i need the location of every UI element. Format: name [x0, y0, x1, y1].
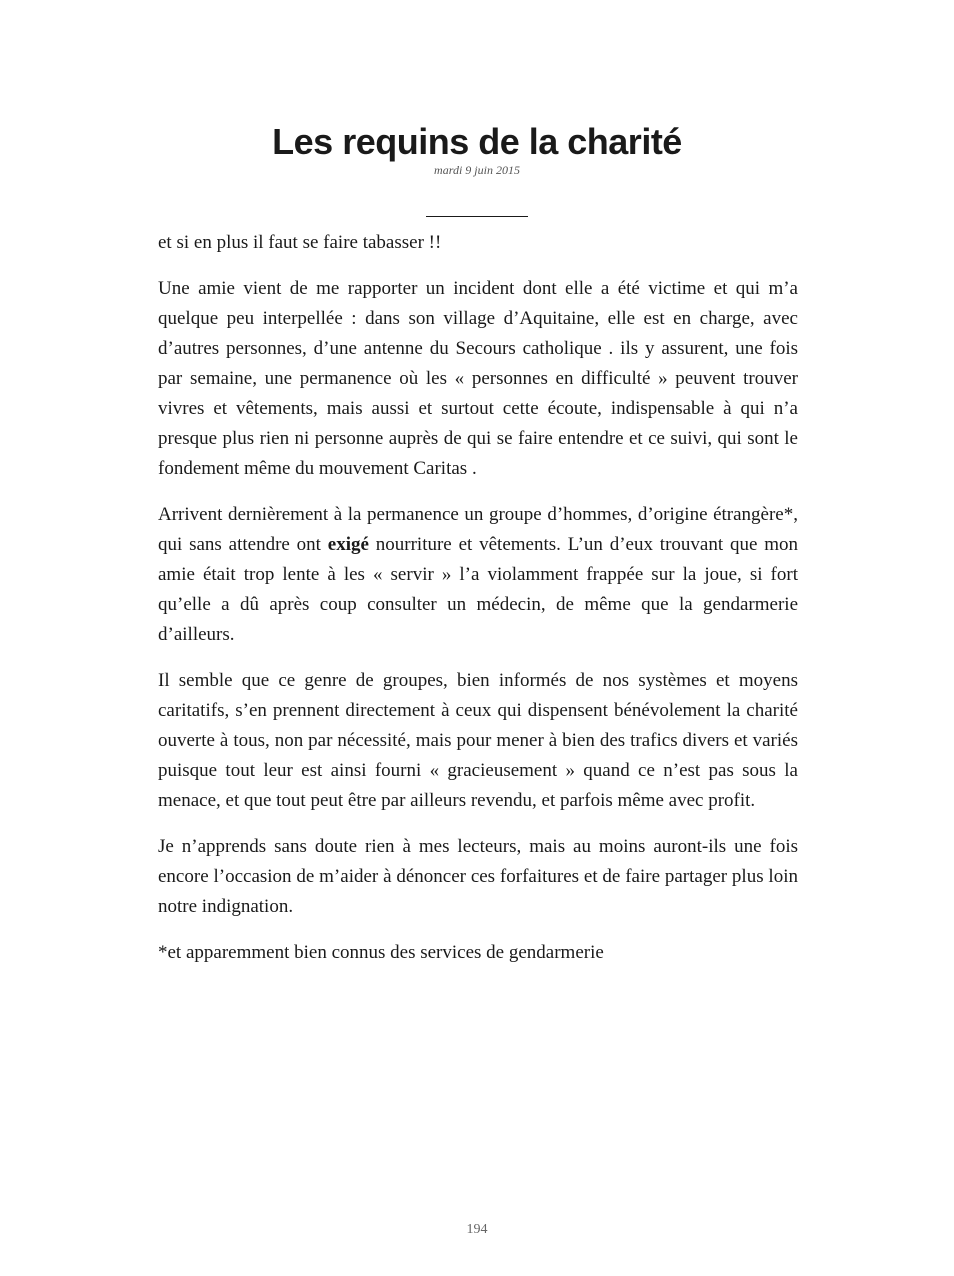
paragraph-intro: et si en plus il faut se faire tabasser !!	[158, 232, 442, 253]
paragraph-attack	[158, 500, 798, 650]
attack-text-start: Arrivent dernièrement à la permanence un groupe d’hommes, d’origine étrangère*, qui sans attendre ont	[158, 504, 798, 555]
attack-text-end: nourriture et vêtements. L’un d’eux trouvant que mon amie était trop lente à les « servir » l’a violamment frappée sur la joue, si fort qu’elle a dû après coup consulter un médecin, de même que la gendarmerie d’ailleurs.	[158, 534, 798, 645]
article-body	[158, 228, 798, 984]
post-date: mardi 9 juin 2015	[434, 163, 520, 177]
footnote: *et apparemment bien connus des services de gendarmerie	[158, 942, 604, 963]
page-title: Les requins de la charité	[272, 121, 682, 162]
title-divider	[426, 216, 528, 217]
paragraph-incident: Une amie vient de me rapporter un incident dont elle a été victime et qui m’a quelque peu interpellée : dans son village d’Aquitaine, elle est en charge, avec d’autres personnes, d’une antenne du Secours catholique . ils y assurent, une fois par semaine, une permanence où les « personnes en difficulté » peuvent trouver vivres et vêtements, mais aussi et surtout cette écoute, indispensable à qui n’a presque plus rien ni personne auprès de qui se faire entendre et ce suivi, qui sont le fondement même du mouvement Caritas .	[158, 278, 798, 479]
paragraph-analysis: Il semble que ce genre de groupes, bien informés de nos systèmes et moyens caritatifs, s’en prennent directement à ceux qui dispensent bénévolement la charité ouverte à tous, non par nécessité, mais pour mener à bien des trafics divers et variés puisque tout leur est ainsi fourni « gracieusement » quand ce n’est pas sous la menace, et que tout peut être par ailleurs revendu, et parfois même avec profit.	[158, 670, 798, 811]
emphasis-exige: exigé	[327, 534, 369, 555]
page-number: 194	[466, 1222, 488, 1237]
paragraph-conclusion: Je n’apprends sans doute rien à mes lecteurs, mais au moins auront-ils une fois encore l’occasion de m’aider à dénoncer ces forfaitures et de faire partager plus loin notre indignation.	[158, 836, 798, 917]
